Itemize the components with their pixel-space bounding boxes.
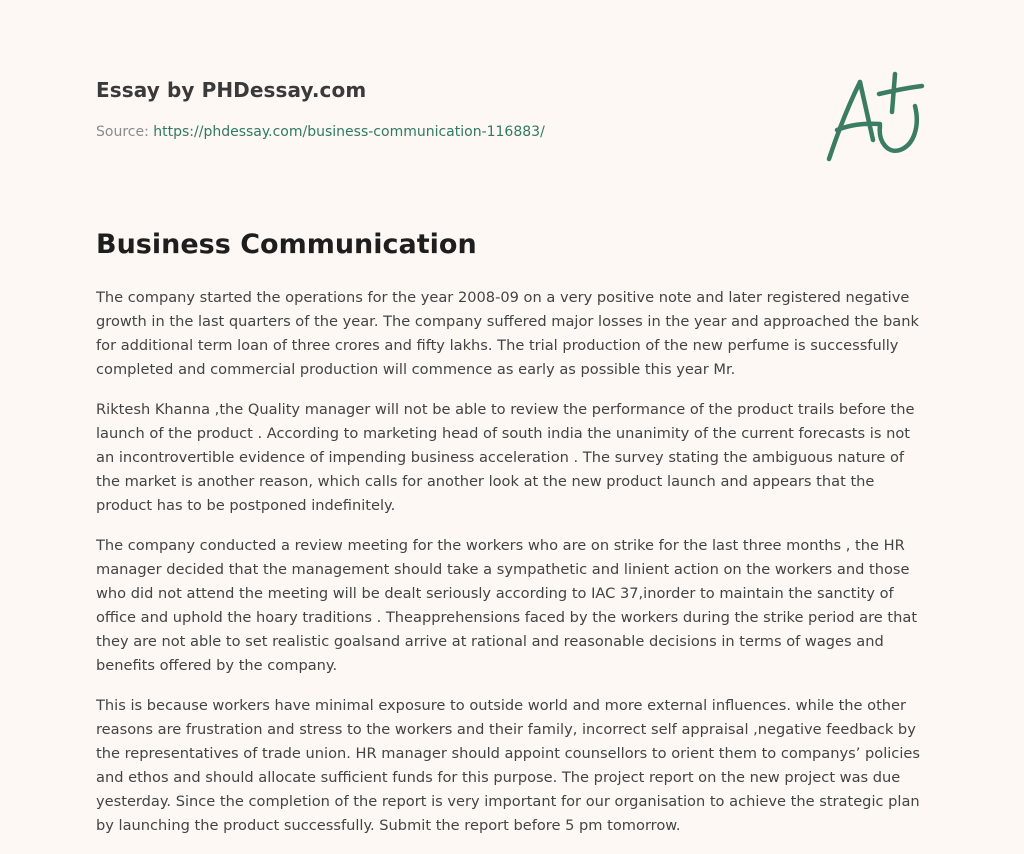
essay-title: Business Communication: [96, 229, 477, 260]
essay-paragraph-1: The company started the operations for the year 2008-09 on a very positive note and later registered negative growth in the last quarters of the year. The company suffered major losses in the year and approached the bank for additional term loan of three crores and fifty lakhs. The trial production of the new perfume is successfully completed and commercial production will commence as early as possible this year Mr.: [96, 289, 919, 378]
a-plus-logo-icon: [822, 66, 928, 166]
essay-body: [96, 286, 928, 854]
essay-paragraph-3: The company conducted a review meeting for the workers who are on strike for the last three months , the HR manager decided that the management should take a sympathetic and linient action on the workers and those who did not attend the meeting will be dealt seriously according to IAC 37,inorder to maintain the sanctity of office and uphold the hoary traditions . Theapprehensions faced by the workers during the strike period are that they are not able to set realistic goalsand arrive at rational and reasonable decisions in terms of wages and benefits offered by the company.: [96, 537, 918, 674]
source-line: [96, 122, 796, 142]
site-title: Essay by PHDessay.com: [96, 78, 367, 102]
source-label: Source:: [96, 124, 149, 140]
page-header: [96, 76, 796, 142]
essay-paragraph-4: This is because workers have minimal exposure to outside world and more external influences. while the other reasons are frustration and stress to the workers and their family, incorrect self appraisal ,negative feedback by the representatives of trade union. HR manager should appoint counsellors to orient them to companys’ policies and ethos and should allocate sufficient funds for this purpose. The project report on the new project was due yesterday. Since the completion of the report is very important for our organisation to achieve the strategic plan by launching the product successfully. Submit the report before 5 pm tomorrow.: [96, 697, 920, 834]
essay-paragraph-2: Riktesh Khanna ,the Quality manager will not be able to review the performance of the product trails before the launch of the product . According to marketing head of south india the unanimity of the current forecasts is not an incontrovertible evidence of impending business acceleration . The survey stating the ambiguous nature of the market is another reason, which calls for another look at the new product launch and appears that the product has to be postponed indefinitely.: [96, 401, 915, 514]
source-link[interactable]: https://phdessay.com/business-communication-116883/: [153, 124, 545, 140]
